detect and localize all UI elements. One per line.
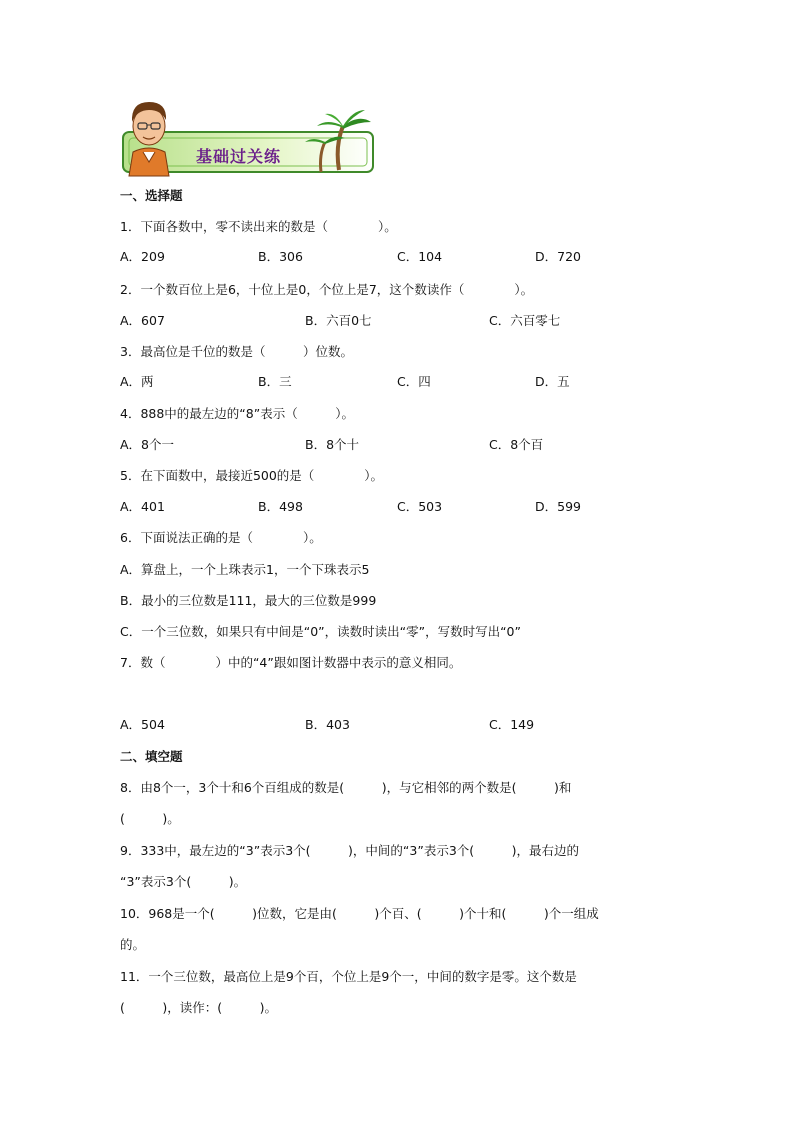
question-1: 1．下面各数中，零不读出来的数是（ ）。 <box>120 219 397 234</box>
section-heading-fill: 二、填空题 <box>120 749 183 764</box>
q5-option-d: D．599 <box>535 499 581 514</box>
question-11-line2: ( )，读作：( )。 <box>120 1000 278 1015</box>
q6-option-a: A．算盘上，一个上珠表示1，一个下珠表示5 <box>120 562 370 577</box>
q3-option-d: D．五 <box>535 374 570 389</box>
question-4: 4．888中的最左边的“8”表示（ ）。 <box>120 406 354 421</box>
q1-option-d: D．720 <box>535 249 581 264</box>
q3-option-b: B．三 <box>258 374 292 389</box>
q6-option-b: B．最小的三位数是111，最大的三位数是999 <box>120 593 377 608</box>
question-9-line2: “3”表示3个( )。 <box>120 874 247 889</box>
q2-option-a: A．607 <box>120 313 165 328</box>
question-10-line1: 10．968是一个( )位数，它是由( )个百、( )个十和( )个一组成 <box>120 906 599 921</box>
q2-option-c: C．六百零七 <box>489 313 561 328</box>
q2-option-b: B．六百0七 <box>305 313 372 328</box>
q1-option-b: B．306 <box>258 249 303 264</box>
q7-option-b: B．403 <box>305 717 350 732</box>
q4-option-b: B．8个十 <box>305 437 360 452</box>
q6-option-c: C．一个三位数，如果只有中间是“0”，读数时读出“零”，写数时写出“0” <box>120 624 521 639</box>
question-9-line1: 9．333中，最左边的“3”表示3个( )，中间的“3”表示3个( )，最右边的 <box>120 843 580 858</box>
question-10-line2: 的。 <box>120 937 146 952</box>
section-heading-choice: 一、选择题 <box>120 188 183 203</box>
q7-option-c: C．149 <box>489 717 535 732</box>
question-2: 2．一个数百位上是6，十位上是0，个位上是7，这个数读作（ ）。 <box>120 282 534 297</box>
q3-option-a: A．两 <box>120 374 154 389</box>
q7-option-a: A．504 <box>120 717 165 732</box>
q4-option-c: C．8个百 <box>489 437 544 452</box>
q5-option-b: B．498 <box>258 499 303 514</box>
q1-option-c: C．104 <box>397 249 443 264</box>
q1-option-a: A．209 <box>120 249 165 264</box>
q3-option-c: C．四 <box>397 374 431 389</box>
question-11-line1: 11．一个三位数，最高位上是9个百，个位上是9个一，中间的数字是零。这个数是 <box>120 969 577 984</box>
question-7: 7．数（ ）中的“4”跟如图计数器中表示的意义相同。 <box>120 655 462 670</box>
q5-option-a: A．401 <box>120 499 165 514</box>
q5-option-c: C．503 <box>397 499 443 514</box>
question-8-line2: ( )。 <box>120 811 180 826</box>
banner-title: 基础过关练 <box>196 147 282 166</box>
question-6: 6．下面说法正确的是（ ）。 <box>120 530 322 545</box>
question-8-line1: 8．由8个一，3个十和6个百组成的数是( )，与它相邻的两个数是( )和 <box>120 780 572 795</box>
q4-option-a: A．8个一 <box>120 437 175 452</box>
question-5: 5．在下面数中，最接近500的是（ ）。 <box>120 468 384 483</box>
question-3: 3．最高位是千位的数是（ ）位数。 <box>120 344 353 359</box>
